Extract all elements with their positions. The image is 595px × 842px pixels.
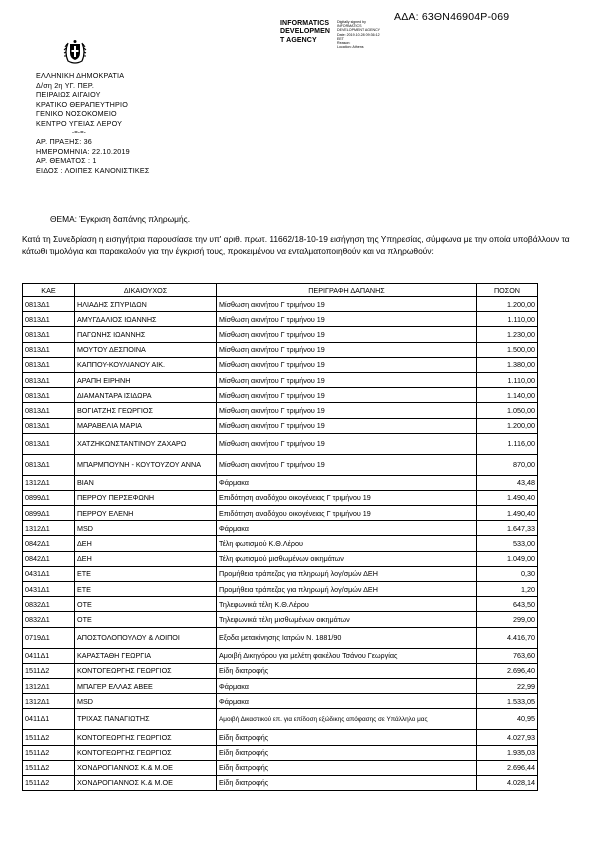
sender-line: ΚΕΝΤΡΟ ΥΓΕΙΑΣ ΛΕΡΟΥ bbox=[36, 118, 123, 128]
kae-cell: 0813Δ1 bbox=[23, 403, 75, 418]
signature-detail-line: EET bbox=[337, 36, 344, 41]
amount-cell: 1.647,33 bbox=[477, 521, 538, 536]
table-row bbox=[23, 454, 538, 475]
kae-cell: 0813Δ1 bbox=[23, 388, 75, 403]
metadata-line: ΕΙΔΟΣ : ΛΟΙΠΕΣ ΚΑΝΟΝΙΣΤΙΚΕΣ bbox=[36, 165, 150, 175]
table-row bbox=[23, 678, 538, 693]
kae-cell: 0813Δ1 bbox=[23, 297, 75, 312]
beneficiary-cell: ΟΤΕ bbox=[75, 597, 217, 612]
kae-cell: 1511Δ2 bbox=[23, 775, 75, 790]
ada-code: ΑΔΑ: 63ΘΝ46904Ρ-069 bbox=[394, 11, 510, 23]
amount-cell: 1.230,00 bbox=[477, 327, 538, 342]
description-cell: Προμήθεια τράπεζας για πληρωμή λογ/σμών ΔΕΗ bbox=[217, 566, 477, 581]
kae-cell: 1511Δ2 bbox=[23, 730, 75, 745]
signature-detail-line: INFORMATICS bbox=[337, 24, 362, 29]
signature-authority-line: DEVELOPMEN bbox=[280, 28, 331, 36]
signature-authority-line: INFORMATICS bbox=[280, 20, 330, 27]
signature-detail-line: Digitally signed by bbox=[337, 20, 366, 24]
beneficiary-cell: ΒΙΑΝ bbox=[75, 475, 217, 490]
kae-cell: 0813Δ1 bbox=[23, 312, 75, 327]
amount-cell: 643,50 bbox=[477, 597, 538, 612]
beneficiary-cell: ΗΛΙΑΔΗΣ ΣΠΥΡΙΔΩΝ bbox=[75, 297, 217, 312]
table-row bbox=[23, 418, 538, 433]
amount-cell: 1.500,00 bbox=[477, 342, 538, 357]
amount-cell: 22,99 bbox=[477, 678, 538, 693]
table-row bbox=[23, 475, 538, 490]
table-row bbox=[23, 582, 538, 597]
kae-cell: 0899Δ1 bbox=[23, 490, 75, 505]
kae-cell: 1511Δ2 bbox=[23, 760, 75, 775]
kae-cell: 1312Δ1 bbox=[23, 678, 75, 693]
table-row bbox=[23, 760, 538, 775]
description-cell: Φάρμακα bbox=[217, 521, 477, 536]
amount-cell: 870,00 bbox=[477, 454, 538, 475]
beneficiary-cell: ΔΕΗ bbox=[75, 551, 217, 566]
beneficiary-cell: ΜΠΑΓΕΡ ΕΛΛΑΣ ΑΒΕΕ bbox=[75, 678, 217, 693]
table-row bbox=[23, 730, 538, 745]
table-row bbox=[23, 663, 538, 678]
subject-line: ΘΕΜΑ: Έγκριση δαπάνης πληρωμής. bbox=[50, 214, 191, 224]
kae-cell: 0899Δ1 bbox=[23, 506, 75, 521]
column-header: ΠΟΣΟΝ bbox=[477, 284, 538, 297]
beneficiary-cell: ΧΟΝΔΡΟΓΙΑΝΝΟΣ Κ.& Μ.ΟΕ bbox=[75, 775, 217, 790]
description-cell: Είδη διατροφής bbox=[217, 663, 477, 678]
amount-cell: 1.110,00 bbox=[477, 372, 538, 387]
description-cell: Εξοδα μετακίνησης Ιατρών Ν. 1881/90 bbox=[217, 627, 477, 648]
beneficiary-cell: ΚΟΝΤΟΓΕΩΡΓΗΣ ΓΕΩΡΓΙΟΣ bbox=[75, 663, 217, 678]
description-cell: Είδη διατροφής bbox=[217, 775, 477, 790]
amount-cell: 43,48 bbox=[477, 475, 538, 490]
table-row bbox=[23, 490, 538, 505]
kae-cell: 0431Δ1 bbox=[23, 582, 75, 597]
table-row bbox=[23, 566, 538, 581]
amount-cell: 1,20 bbox=[477, 582, 538, 597]
table-row bbox=[23, 612, 538, 627]
table-row bbox=[23, 536, 538, 551]
description-cell: Είδη διατροφής bbox=[217, 730, 477, 745]
description-cell: Είδη διατροφής bbox=[217, 760, 477, 775]
amount-cell: 1.490,40 bbox=[477, 506, 538, 521]
description-cell: Επιδότηση αναδόχου οικογένειας Γ τριμήνου 19 bbox=[217, 506, 477, 521]
table-row bbox=[23, 433, 538, 454]
beneficiary-cell: ΑΜΥΓΔΑΛΙΟΣ ΙΩΑΝΝΗΣ bbox=[75, 312, 217, 327]
table-header-row bbox=[23, 284, 538, 297]
beneficiary-cell: ΔΕΗ bbox=[75, 536, 217, 551]
kae-cell: 0411Δ1 bbox=[23, 709, 75, 730]
table-row bbox=[23, 403, 538, 418]
description-cell: Μίσθωση ακινήτου Γ τριμήνου 19 bbox=[217, 327, 477, 342]
table-row bbox=[23, 506, 538, 521]
signature-details bbox=[337, 20, 380, 49]
table-row bbox=[23, 297, 538, 312]
kae-cell: 0813Δ1 bbox=[23, 418, 75, 433]
beneficiary-cell: ΠΑΓΩΝΗΣ ΙΩΑΝΝΗΣ bbox=[75, 327, 217, 342]
amount-cell: 1.110,00 bbox=[477, 312, 538, 327]
table-row bbox=[23, 357, 538, 372]
sender-line: ΕΛΛΗΝΙΚΗ ΔΗΜΟΚΡΑΤΙΑ bbox=[36, 71, 125, 80]
description-cell: Μίσθωση ακινήτου Γ τριμήνου 19 bbox=[217, 418, 477, 433]
kae-cell: 0431Δ1 bbox=[23, 566, 75, 581]
beneficiary-cell: ΚΑΡΑΣΤΑΘΗ ΓΕΩΡΓΙΑ bbox=[75, 648, 217, 663]
amount-cell: 2.696,40 bbox=[477, 663, 538, 678]
description-cell: Μίσθωση ακινήτου Γ τριμήνου 19 bbox=[217, 342, 477, 357]
amount-cell: 1.140,00 bbox=[477, 388, 538, 403]
amount-cell: 1.200,00 bbox=[477, 418, 538, 433]
kae-cell: 0842Δ1 bbox=[23, 551, 75, 566]
description-cell: Αμοιβή Δικαστικού επ. για επίδοση εξώδικης απόφασης σε Υπάλληλο μας bbox=[217, 709, 477, 730]
beneficiary-cell: ΑΡΑΠΗ ΕΙΡΗΝΗ bbox=[75, 372, 217, 387]
signature-detail-line: Reason: bbox=[337, 41, 351, 46]
beneficiary-cell: ΔΙΑΜΑΝΤΑΡΑ ΙΣΙΔΩΡΑ bbox=[75, 388, 217, 403]
amount-cell: 763,60 bbox=[477, 648, 538, 663]
sender-line: ΠΕΙΡΑΙΩΣ ΑΙΓΑΙΟΥ bbox=[36, 90, 101, 100]
beneficiary-cell: ΕΤΕ bbox=[75, 566, 217, 581]
table-row bbox=[23, 648, 538, 663]
kae-cell: 0813Δ1 bbox=[23, 357, 75, 372]
description-cell: Είδη διατροφής bbox=[217, 745, 477, 760]
table-row bbox=[23, 597, 538, 612]
beneficiary-cell: ΚΟΝΤΟΓΕΩΡΓΗΣ ΓΕΩΡΓΙΟΣ bbox=[75, 730, 217, 745]
amount-cell: 4.028,14 bbox=[477, 775, 538, 790]
beneficiary-cell: ΠΕΡΡΟΥ ΠΕΡΣΕΦΩΝΗ bbox=[75, 490, 217, 505]
description-cell: Μίσθωση ακινήτου Γ τριμήνου 19 bbox=[217, 357, 477, 372]
metadata-line: ΗΜΕΡΟΜΗΝΙΑ: 22.10.2019 bbox=[36, 146, 130, 156]
kae-cell: 1312Δ1 bbox=[23, 694, 75, 709]
column-header: ΚΑΕ bbox=[23, 284, 75, 297]
metadata-line: ΑΡ. ΘΕΜΑΤΟΣ : 1 bbox=[36, 156, 97, 166]
beneficiary-cell: ΜΟΥΤΟΥ ΔΕΣΠΟΙΝΑ bbox=[75, 342, 217, 357]
kae-cell: 0813Δ1 bbox=[23, 372, 75, 387]
beneficiary-cell: ΑΠΟΣΤΟΛΟΠΟΥΛΟΥ & ΛΟΙΠΟΙ bbox=[75, 627, 217, 648]
description-cell: Φάρμακα bbox=[217, 475, 477, 490]
beneficiary-cell: ΤΡΙΧΑΣ ΠΑΝΑΓΙΩΤΗΣ bbox=[75, 709, 217, 730]
table-row bbox=[23, 327, 538, 342]
table-row bbox=[23, 745, 538, 760]
kae-cell: 1312Δ1 bbox=[23, 475, 75, 490]
description-cell: Μίσθωση ακινήτου Γ τριμήνου 19 bbox=[217, 312, 477, 327]
metadata-line: ΑΡ. ΠΡΑΞΗΣ: 36 bbox=[36, 137, 92, 146]
amount-cell: 299,00 bbox=[477, 612, 538, 627]
beneficiary-cell: ΜΠΑΡΜΠΟΥΝΗ - ΚΟΥΤΟΥΖΟΥ ΑΝΝΑ bbox=[75, 454, 217, 475]
signature-detail-line: Location: Athens bbox=[337, 45, 364, 50]
sender-block bbox=[36, 71, 128, 138]
beneficiary-cell: ΕΤΕ bbox=[75, 582, 217, 597]
table-row bbox=[23, 388, 538, 403]
description-cell: Φάρμακα bbox=[217, 694, 477, 709]
description-cell: Τέλη φωτισμού μισθωμένων οικημάτων bbox=[217, 551, 477, 566]
beneficiary-cell: MSD bbox=[75, 521, 217, 536]
table-row bbox=[23, 709, 538, 730]
table-row bbox=[23, 342, 538, 357]
kae-cell: 0813Δ1 bbox=[23, 433, 75, 454]
description-cell: Προμήθεια τράπεζας για πληρωμή λογ/σμών ΔΕΗ bbox=[217, 582, 477, 597]
kae-cell: 0842Δ1 bbox=[23, 536, 75, 551]
amount-cell: 1.049,00 bbox=[477, 551, 538, 566]
description-cell: Μίσθωση ακινήτου Γ τριμήνου 19 bbox=[217, 388, 477, 403]
kae-cell: 1511Δ2 bbox=[23, 663, 75, 678]
beneficiary-cell: ΚΟΝΤΟΓΕΩΡΓΗΣ ΓΕΩΡΓΙΟΣ bbox=[75, 745, 217, 760]
beneficiary-cell: ΟΤΕ bbox=[75, 612, 217, 627]
description-cell: Μίσθωση ακινήτου Γ τριμήνου 19 bbox=[217, 297, 477, 312]
table-row bbox=[23, 627, 538, 648]
description-cell: Μίσθωση ακινήτου Γ τριμήνου 19 bbox=[217, 454, 477, 475]
kae-cell: 0813Δ1 bbox=[23, 327, 75, 342]
amount-cell: 4.027,93 bbox=[477, 730, 538, 745]
kae-cell: 0832Δ1 bbox=[23, 597, 75, 612]
kae-cell: 0719Δ1 bbox=[23, 627, 75, 648]
amount-cell: 1.050,00 bbox=[477, 403, 538, 418]
description-cell: Τηλεφωνικά τέλη μισθωμένων οικημάτων bbox=[217, 612, 477, 627]
description-cell: Φάρμακα bbox=[217, 678, 477, 693]
beneficiary-cell: ΧΟΝΔΡΟΓΙΑΝΝΟΣ Κ.& Μ.ΟΕ bbox=[75, 760, 217, 775]
table-row bbox=[23, 521, 538, 536]
description-cell: Μίσθωση ακινήτου Γ τριμήνου 19 bbox=[217, 372, 477, 387]
sender-line: Δ/ση 2η ΥΓ. ΠΕΡ. bbox=[36, 80, 95, 90]
greek-coat-of-arms-icon bbox=[61, 38, 89, 66]
kae-cell: 1511Δ2 bbox=[23, 745, 75, 760]
table-row bbox=[23, 694, 538, 709]
amount-cell: 1.935,03 bbox=[477, 745, 538, 760]
beneficiary-cell: ΒΟΓΙΑΤΖΗΣ ΓΕΩΡΓΙΟΣ bbox=[75, 403, 217, 418]
beneficiary-cell: ΠΕΡΡΟΥ ΕΛΕΝΗ bbox=[75, 506, 217, 521]
amount-cell: 1.116,00 bbox=[477, 433, 538, 454]
beneficiary-cell: ΜΑΡΑΒΕΛΙΑ ΜΑΡΙΑ bbox=[75, 418, 217, 433]
kae-cell: 0832Δ1 bbox=[23, 612, 75, 627]
digital-signature-block bbox=[280, 20, 400, 50]
intro-paragraph: Κατά τη Συνεδρίαση η εισηγήτρια παρουσίασε την υπ' αριθ. πρωτ. 11662/18-10-19 εισήγηση της Υπηρεσίας, σύμφωνα με την οποία υποβάλλουν τα κάτωθι τιμολόγια και παρακαλούν για την έγκρισή τους, προκειμένου να ενταλματοποιηθούν και να πληρωθούν: bbox=[22, 234, 570, 257]
kae-cell: 0411Δ1 bbox=[23, 648, 75, 663]
sender-separator: -=-=- bbox=[72, 129, 87, 136]
amount-cell: 0,30 bbox=[477, 566, 538, 581]
table-row bbox=[23, 312, 538, 327]
amount-cell: 2.696,44 bbox=[477, 760, 538, 775]
table-row bbox=[23, 775, 538, 790]
description-cell: Επιδότηση αναδόχου οικογένειας Γ τριμήνου 19 bbox=[217, 490, 477, 505]
sender-line: ΓΕΝΙΚΟ ΝΟΣΟΚΟΜΕΙΟ bbox=[36, 109, 117, 119]
amount-cell: 4.416,70 bbox=[477, 627, 538, 648]
beneficiary-cell: MSD bbox=[75, 694, 217, 709]
description-cell: Μίσθωση ακινήτου Γ τριμήνου 19 bbox=[217, 403, 477, 418]
expenses-table bbox=[22, 283, 538, 791]
signature-detail-line: Date: 2019.10.28 09:36:12 bbox=[337, 32, 380, 37]
description-cell: Τέλη φωτισμού Κ.Θ.Λέρου bbox=[217, 536, 477, 551]
sender-line: ΚΡΑΤΙΚΟ ΘΕΡΑΠΕΥΤΗΡΙΟ bbox=[36, 99, 129, 109]
amount-cell: 40,95 bbox=[477, 709, 538, 730]
column-header: ΔΙΚΑΙΟΥΧΟΣ bbox=[75, 284, 217, 297]
kae-cell: 0813Δ1 bbox=[23, 454, 75, 475]
description-cell: Αμοιβή Δικηγόρου για μελέτη φακέλου Τσάνου Γεωργίας bbox=[217, 648, 477, 663]
amount-cell: 1.533,05 bbox=[477, 694, 538, 709]
beneficiary-cell: ΧΑΤΖΗΚΩΝΣΤΑΝΤΙΝΟΥ ΖΑΧΑΡΩ bbox=[75, 433, 217, 454]
description-cell: Τηλεφωνικά τέλη Κ.Θ.Λέρου bbox=[217, 597, 477, 612]
kae-cell: 1312Δ1 bbox=[23, 521, 75, 536]
kae-cell: 0813Δ1 bbox=[23, 342, 75, 357]
table-row bbox=[23, 551, 538, 566]
amount-cell: 1.380,00 bbox=[477, 357, 538, 372]
table-row bbox=[23, 372, 538, 387]
amount-cell: 1.200,00 bbox=[477, 297, 538, 312]
amount-cell: 1.490,40 bbox=[477, 490, 538, 505]
beneficiary-cell: ΚΑΠΠΟΥ-ΚΟΥΛΙΑΝΟΥ ΑΙΚ. bbox=[75, 357, 217, 372]
signature-detail-line: DEVELOPMENT AGENCY bbox=[337, 28, 381, 33]
decision-metadata bbox=[36, 137, 150, 175]
column-header: ΠΕΡΙΓΡΑΦΗ ΔΑΠΑΝΗΣ bbox=[217, 284, 477, 297]
signature-authority-line: T AGENCY bbox=[280, 36, 317, 44]
amount-cell: 533,00 bbox=[477, 536, 538, 551]
description-cell: Μίσθωση ακινήτου Γ τριμήνου 19 bbox=[217, 433, 477, 454]
